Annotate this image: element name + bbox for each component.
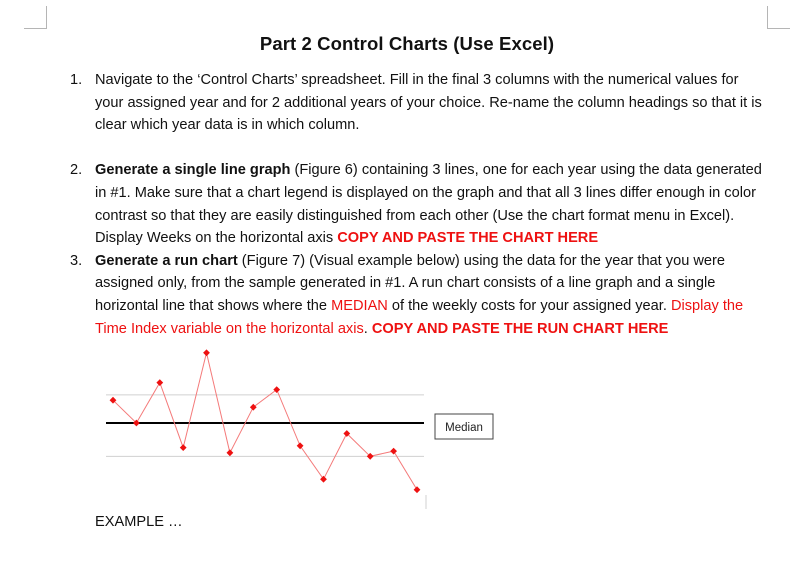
list-item-bold-text: Generate a run chart	[95, 252, 238, 269]
legend-label: Median	[445, 422, 483, 434]
data-point-4	[180, 444, 187, 451]
data-point-14	[414, 486, 421, 493]
list-item-bold-text: Generate a single line graph	[95, 162, 291, 179]
copy-paste-instruction: COPY AND PASTE THE CHART HERE	[337, 230, 599, 247]
list-item-text: (Figure 6) containing 3 lines, one for each year using the data generated in #1. Make sure that a chart legend is displayed on the graph and that all 3 lines differ enough in color contrast so that they are easily distinguished from each other (Use the chart format menu in Excel). Display Weeks on the horizontal axis	[95, 162, 762, 247]
example-label: EXAMPLE …	[95, 514, 183, 530]
list-item-1	[66, 69, 766, 137]
run-chart	[100, 343, 500, 515]
data-point-5	[203, 349, 210, 356]
list-item-3	[66, 250, 766, 340]
list-item-number: 3.	[70, 252, 83, 269]
list-item-text: of the weekly costs for your assigned year.	[387, 297, 671, 314]
data-point-3	[156, 379, 163, 386]
list-item-number: 1.	[70, 72, 83, 88]
list-item-2	[66, 159, 766, 249]
data-point-13	[390, 448, 397, 455]
list-item-text: Navigate to the ‘Control Charts’ spreadsheet. Fill in the final 3 columns with the numerical values for your assigned year and for 2 additional years of your choice. Re-name the column headings so that it is clear which year data is in which column.	[95, 72, 762, 134]
instruction-list	[66, 69, 766, 340]
data-point-10	[320, 476, 327, 483]
time-index-highlight: Display the Time Index variable on the horizontal axis	[95, 297, 744, 337]
data-point-9	[297, 442, 304, 449]
copy-paste-instruction: COPY AND PASTE THE RUN CHART HERE	[371, 320, 669, 337]
list-item-text: (Figure 7) (Visual example below) using the data for the year that you were assigned only, from the sample generated in #1. A run chart consists of a line graph and a single horizontal line that shows where the	[95, 252, 726, 314]
list-item-number: 2.	[70, 162, 83, 179]
page-corner-mark-right	[767, 6, 790, 29]
series-line	[113, 353, 417, 490]
page-corner-mark-left	[24, 6, 47, 29]
median-highlight: MEDIAN	[331, 297, 388, 314]
data-point-6	[227, 449, 234, 456]
list-item-text: .	[363, 320, 372, 337]
page-title: Part 2 Control Charts (Use Excel)	[259, 33, 555, 54]
